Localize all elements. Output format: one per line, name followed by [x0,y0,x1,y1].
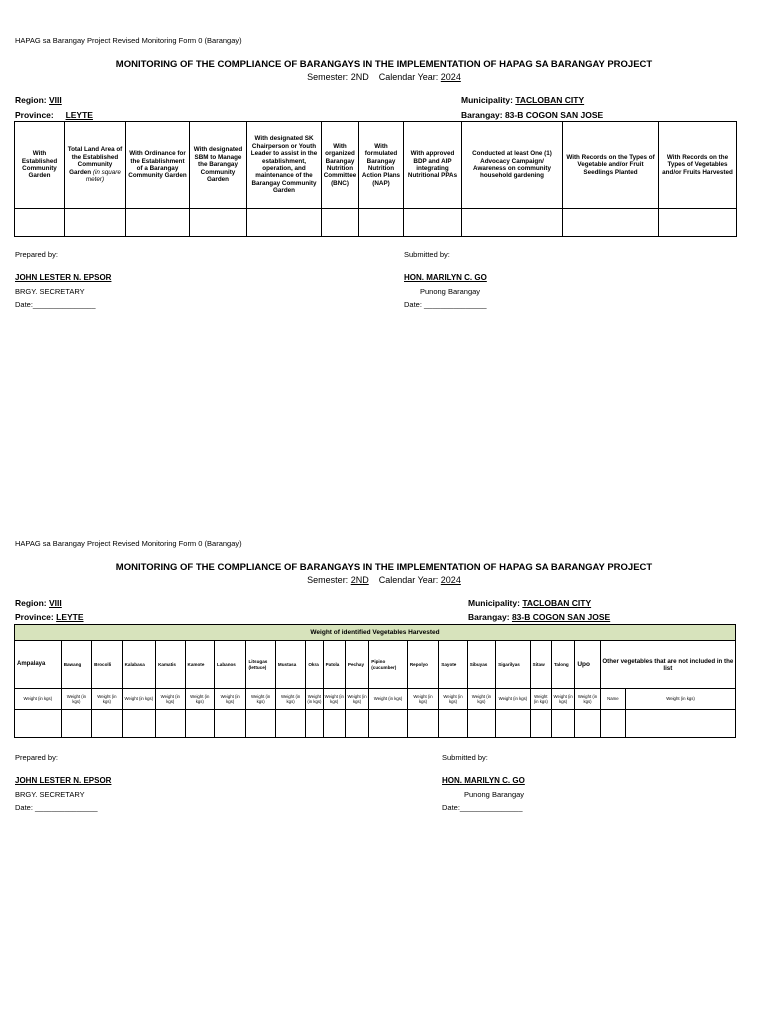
table-cell[interactable] [462,209,563,237]
table-cell[interactable] [496,710,531,738]
prepared-by-label: Prepared by: [15,250,58,259]
unit-label: Weight (in kgs) [275,689,305,710]
col-header: With Records on the Types of Vegetable and/or Fruit Seedlings Planted [563,122,659,209]
table-cell[interactable] [15,710,62,738]
calendar-label: Calendar Year: [378,575,439,585]
unit-label: Weight (in kgs) [61,689,91,710]
unit-label: Weight (in kgs) [15,689,62,710]
table-cell[interactable] [404,209,462,237]
veg-header: Patola [323,641,345,689]
semester-label: Semester: [307,575,349,585]
veg-header: Litsugas (lettuce) [246,641,275,689]
submitted-by-name: HON. MARILYN C. GO [404,273,487,282]
table-cell[interactable] [345,710,368,738]
col-header: Total Land Area of the Established Community Garden (in square meter) [65,122,126,209]
prepared-by-date: Date:_______________ [15,300,96,309]
table-cell[interactable] [359,209,404,237]
table-cell[interactable] [92,710,122,738]
unit-label: Weight (in kgs) [496,689,531,710]
table-cell[interactable] [626,710,736,738]
table-row [15,710,736,738]
municipality-value: TACLOBAN CITY [515,95,585,105]
prepared-by-name: JOHN LESTER N. EPSOR [15,776,112,785]
table-cell[interactable] [214,710,245,738]
submitted-by-position: Punong Barangay [420,287,481,296]
form1-form-id: HAPAG sa Barangay Project Revised Monitoring Form 0 (Barangay) [15,36,242,45]
col-note: (in square meter) [85,168,121,184]
unit-label: Weight (in kgs) [306,689,323,710]
table-cell[interactable] [530,710,551,738]
col-header: With Established Community Garden [15,122,65,209]
table-cell[interactable] [65,209,126,237]
table-row [15,209,737,237]
veg-header: Kamote [185,641,214,689]
table-cell[interactable] [247,209,322,237]
veg-header: Labanos [214,641,245,689]
prepared-by-label: Prepared by: [15,753,58,762]
table-cell[interactable] [185,710,214,738]
submitted-by-name: HON. MARILYN C. GO [442,776,525,785]
unit-label: Weight (in kgs) [407,689,438,710]
unit-row [15,689,736,710]
table-cell[interactable] [61,710,91,738]
prepared-by-position: BRGY. SECRETARY [15,287,85,296]
table-cell[interactable] [563,209,659,237]
unit-label: Weight (in kgs) [185,689,214,710]
table-cell[interactable] [190,209,247,237]
table-cell[interactable] [15,209,65,237]
table-cell[interactable] [600,710,625,738]
unit-label: Weight (in kgs) [156,689,185,710]
veg-header: Sitaw [530,641,551,689]
name-label: Name [600,689,625,710]
veg-header: Pipino (cucumber) [369,641,408,689]
col-header: With designated SK Chairperson or Youth Leader to assist in the establishment, operation, and maintenance of the Barangay Community Garden [247,122,322,209]
province-value: LEYTE [65,110,93,120]
table-cell[interactable] [369,710,408,738]
form1-compliance-table [14,121,737,237]
form2-barangay: Barangay: 83-B COGON SAN JOSE [468,612,611,622]
veg-header: Okra [306,641,323,689]
unit-label: Weight (in kgs) [246,689,275,710]
table-cell[interactable] [122,710,156,738]
table-cell[interactable] [467,710,495,738]
calendar-value: 2024 [440,72,461,82]
veg-header: Pechay [345,641,368,689]
semester-value: 2ND [350,72,369,82]
table-cell[interactable] [246,710,275,738]
unit-label: Weight (in kgs) [575,689,600,710]
form1-barangay: Barangay: 83-B COGON SAN JOSE [461,110,604,120]
municipality-value: TACLOBAN CITY [522,598,592,608]
form2-region: Region: VIII [15,598,62,608]
col-header: With Records on the Types of Vegetables and/or Fruits Harvested [659,122,737,209]
veg-header: Ampalaya [15,641,62,689]
form2-semester-line [0,575,768,585]
form1-region: Region: VIII [15,95,62,105]
form2-title: MONITORING OF THE COMPLIANCE OF BARANGAYS IN THE IMPLEMENTATION OF HAPAG SA BARANGAY PROJECT [115,562,653,573]
table-cell[interactable] [306,710,323,738]
semester-label: Semester: [307,72,349,82]
unit-label: Weight (in kgs) [345,689,368,710]
veg-header: Brocolli [92,641,122,689]
col-header: With organized Barangay Nutrition Committee (BNC) [322,122,359,209]
veg-header: Sigarilyas [496,641,531,689]
unit-label: Weight (in kgs) [122,689,156,710]
veg-header: Sibuyas [467,641,495,689]
veg-header: Kamatis [156,641,185,689]
submitted-by-position: Punong Barangay [464,790,525,799]
submitted-by-date: Date: _______________ [404,300,487,309]
form1-semester-line [0,72,768,82]
prepared-by-name: JOHN LESTER N. EPSOR [15,273,112,282]
unit-label: Weight (in kgs) [530,689,551,710]
barangay-value: 83-B COGON SAN JOSE [504,110,604,120]
table-cell[interactable] [323,710,345,738]
form1-title: MONITORING OF THE COMPLIANCE OF BARANGAYS IN THE IMPLEMENTATION OF HAPAG SA BARANGAY PROJECT [115,59,653,70]
unit-label: Weight (in kgs) [439,689,467,710]
submitted-by-date: Date:_______________ [442,803,523,812]
form2-form-id: HAPAG sa Barangay Project Revised Monitoring Form 0 (Barangay) [15,539,242,548]
unit-label: Weight (in kgs) [551,689,574,710]
unit-label: Weight (in kgs) [92,689,122,710]
table-cell[interactable] [407,710,438,738]
calendar-label: Calendar Year: [378,72,439,82]
table-cell[interactable] [439,710,467,738]
veg-header: Upo [575,641,600,689]
col-header: Conducted at least One (1) Advocacy Campaign/ Awareness on community household gardening [462,122,563,209]
form2-harvest-table [14,624,736,738]
unit-label: Weight (in kgs) [214,689,245,710]
veg-header: Kalabasa [122,641,156,689]
unit-label: Weight (in kgs) [323,689,345,710]
veg-header: Talong [551,641,574,689]
table-cell[interactable] [322,209,359,237]
submitted-by-label: Submitted by: [442,753,488,762]
region-value: VIII [49,95,62,105]
form1-province: Province: LEYTE [15,110,93,120]
table-cell[interactable] [551,710,574,738]
veg-header: Bawang [61,641,91,689]
region-value: VIII [49,598,62,608]
col-header: With designated SBM to Manage the Barangay Community Garden [190,122,247,209]
table-cell[interactable] [126,209,190,237]
submitted-by-label: Submitted by: [404,250,450,259]
col-header: With formulated Barangay Nutrition Action Plans (NAP) [359,122,404,209]
table-title: Weight of identified Vegetables Harvested [15,625,736,641]
col-header: With approved BDP and AIP integrating Nutritional PPAs [404,122,462,209]
table-cell[interactable] [575,710,600,738]
unit-label: Weight (in kgs) [369,689,408,710]
unit-label: Weight (in kgs) [626,689,736,710]
prepared-by-position: BRGY. SECRETARY [15,790,85,799]
table-cell[interactable] [275,710,305,738]
form2-province: Province: LEYTE [15,612,84,622]
calendar-value: 2024 [440,575,461,585]
veg-header: Repolyo [407,641,438,689]
veg-header: Sayote [439,641,467,689]
semester-value: 2ND [350,575,369,585]
other-vegetables-header: Other vegetables that are not included in the list [600,641,735,689]
veg-header: Mustasa [275,641,305,689]
form2-municipality: Municipality: TACLOBAN CITY [468,598,592,608]
barangay-value: 83-B COGON SAN JOSE [511,612,611,622]
prepared-by-date: Date: _______________ [15,803,98,812]
col-header: With Ordinance for the Establishment of a Barangay Community Garden [126,122,190,209]
form1-municipality: Municipality: TACLOBAN CITY [461,95,585,105]
table-cell[interactable] [659,209,737,237]
unit-label: Weight (in kgs) [467,689,495,710]
table-cell[interactable] [156,710,185,738]
province-value: LEYTE [56,612,84,622]
